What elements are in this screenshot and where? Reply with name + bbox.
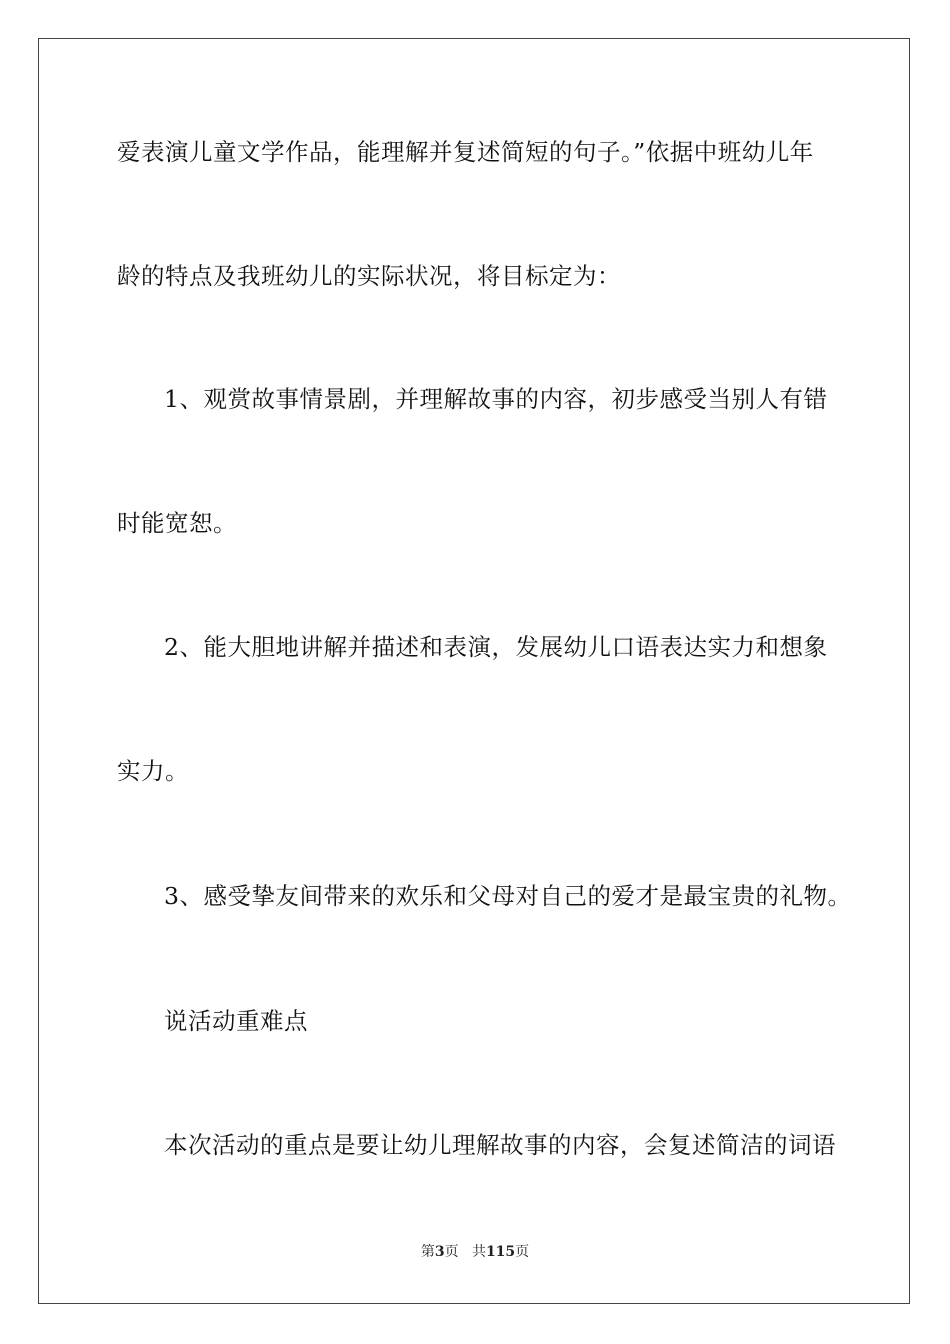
text-line-3: 1、观赏故事情景剧，并理解故事的内容，初步感受当别人有错	[164, 385, 828, 413]
footer-total-suffix: 页	[515, 1244, 530, 1260]
footer-total-prefix: 共	[471, 1244, 486, 1260]
text-line-6: 实力。	[117, 757, 189, 785]
page-border	[38, 38, 910, 1304]
text-line-4: 时能宽恕。	[117, 509, 237, 537]
footer-page-suffix: 页	[444, 1244, 459, 1260]
section-heading: 说活动重难点	[164, 1007, 308, 1035]
text-line-1: 爱表演儿童文学作品，能理解并复述简短的句子。”依据中班幼儿年	[117, 138, 814, 166]
footer-page-prefix: 第	[420, 1244, 435, 1260]
footer-total-pages: 115	[485, 1244, 516, 1260]
text-line-9: 本次活动的重点是要让幼儿理解故事的内容，会复述简洁的词语	[164, 1131, 836, 1159]
text-line-5: 2、能大胆地讲解并描述和表演，发展幼儿口语表达实力和想象	[164, 633, 828, 661]
page-footer	[0, 1242, 950, 1262]
footer-page-number: 3	[434, 1244, 445, 1260]
text-line-2: 龄的特点及我班幼儿的实际状况，将目标定为：	[117, 262, 621, 290]
text-line-7: 3、感受挚友间带来的欢乐和父母对自己的爱才是最宝贵的礼物。	[164, 882, 852, 910]
